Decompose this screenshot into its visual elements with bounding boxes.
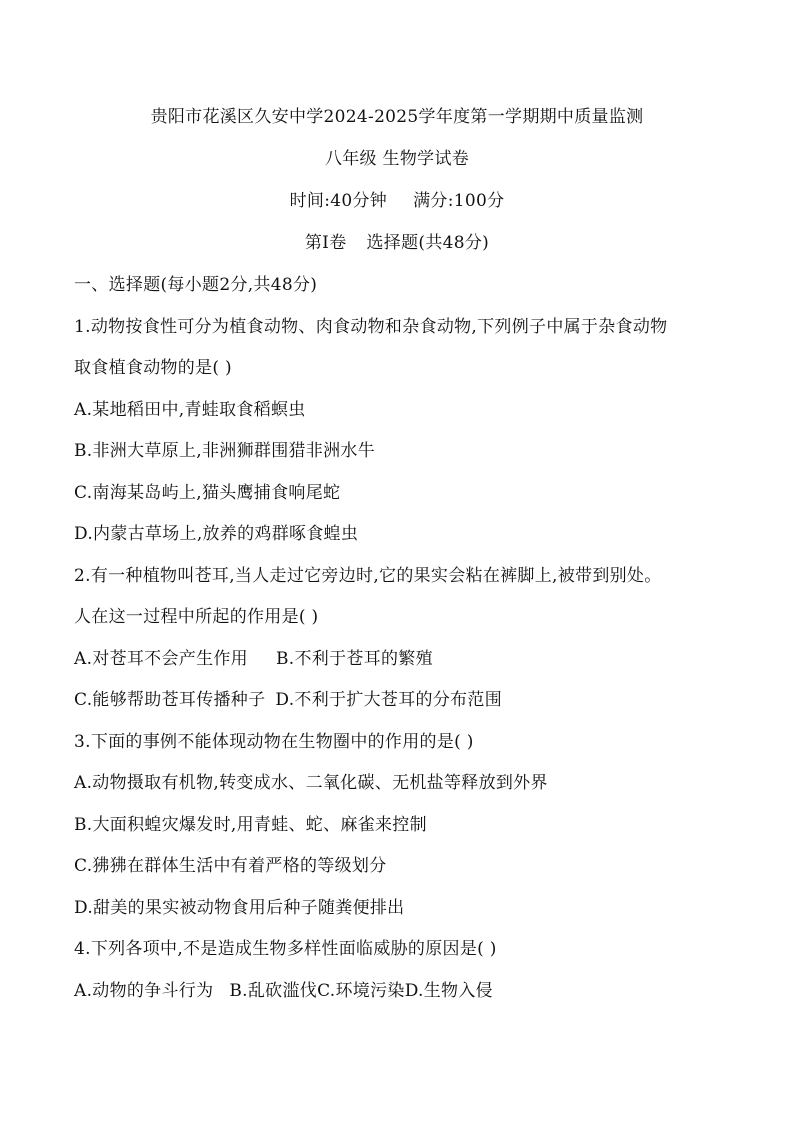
question-1-option-c: C.南海某岛屿上,猫头鹰捕食响尾蛇 [74, 483, 341, 503]
question-4-option-c: C.环境污染 [317, 981, 405, 1001]
question-2-option-a: A.对苍耳不会产生作用 [74, 649, 248, 669]
question-4-option-d: D.生物入侵 [404, 981, 493, 1001]
section-subtitle: 选择题(共48分) [366, 233, 490, 253]
question-1-option-a: A.某地稻田中,青蛙取食稻螟虫 [74, 400, 306, 420]
question-3-option-a: A.动物摄取有机物,转变成水、二氧化碳、无机盐等释放到外界 [74, 773, 548, 793]
question-4-option-a: A.动物的争斗行为 [74, 981, 214, 1001]
question-1-stem-line1: 1.动物按食性可分为植食动物、肉食动物和杂食动物,下列例子中属于杂食动物 [74, 317, 668, 337]
question-1-option-b: B.非洲大草原上,非洲狮群围猎非洲水牛 [74, 441, 375, 461]
section-title: 第Ⅰ卷 [304, 233, 347, 253]
question-2-option-d: D.不利于扩大苍耳的分布范围 [275, 690, 503, 710]
question-2-options-row1 [74, 648, 433, 670]
question-1-option-d: D.内蒙古草场上,放养的鸡群啄食蝗虫 [74, 524, 359, 544]
question-2-option-b: B.不利于苍耳的繁殖 [275, 649, 433, 669]
time-info: 时间:40分钟 [289, 191, 388, 211]
exam-name: 八年级 生物学试卷 [324, 149, 470, 169]
question-2-stem-line2: 人在这一过程中所起的作用是( ) [74, 607, 319, 627]
question-3-option-b: B.大面积蝗灾爆发时,用青蛙、蛇、麻雀来控制 [74, 815, 427, 835]
question-2-option-c: C.能够帮助苍耳传播种子 [74, 690, 266, 710]
question-3-option-d: D.甜美的果实被动物食用后种子随粪便排出 [74, 898, 405, 918]
score-info: 满分:100分 [413, 191, 505, 211]
section-heading [0, 232, 794, 254]
time-score-line [0, 190, 794, 212]
question-4-stem: 4.下列各项中,不是造成生物多样性面临威胁的原因是( ) [74, 939, 497, 959]
question-1-stem-line2: 取食植食动物的是( ) [74, 358, 232, 378]
question-3-stem: 3.下面的事例不能体现动物在生物圈中的作用的是( ) [74, 732, 474, 752]
question-2-stem-line1: 2.有一种植物叫苍耳,当人走过它旁边时,它的果实会粘在裤脚上,被带到别处。 [74, 566, 662, 586]
question-2-options-row2 [74, 689, 502, 711]
question-4-option-b: B.乱砍滥伐 [229, 981, 318, 1001]
part-one-heading: 一、选择题(每小题2分,共48分) [74, 275, 318, 295]
question-3-option-c: C.狒狒在群体生活中有着严格的等级划分 [74, 856, 387, 876]
school-title: 贵阳市花溪区久安中学2024-2025学年度第一学期期中质量监测 [150, 107, 644, 127]
question-4-options-row [74, 980, 493, 1002]
